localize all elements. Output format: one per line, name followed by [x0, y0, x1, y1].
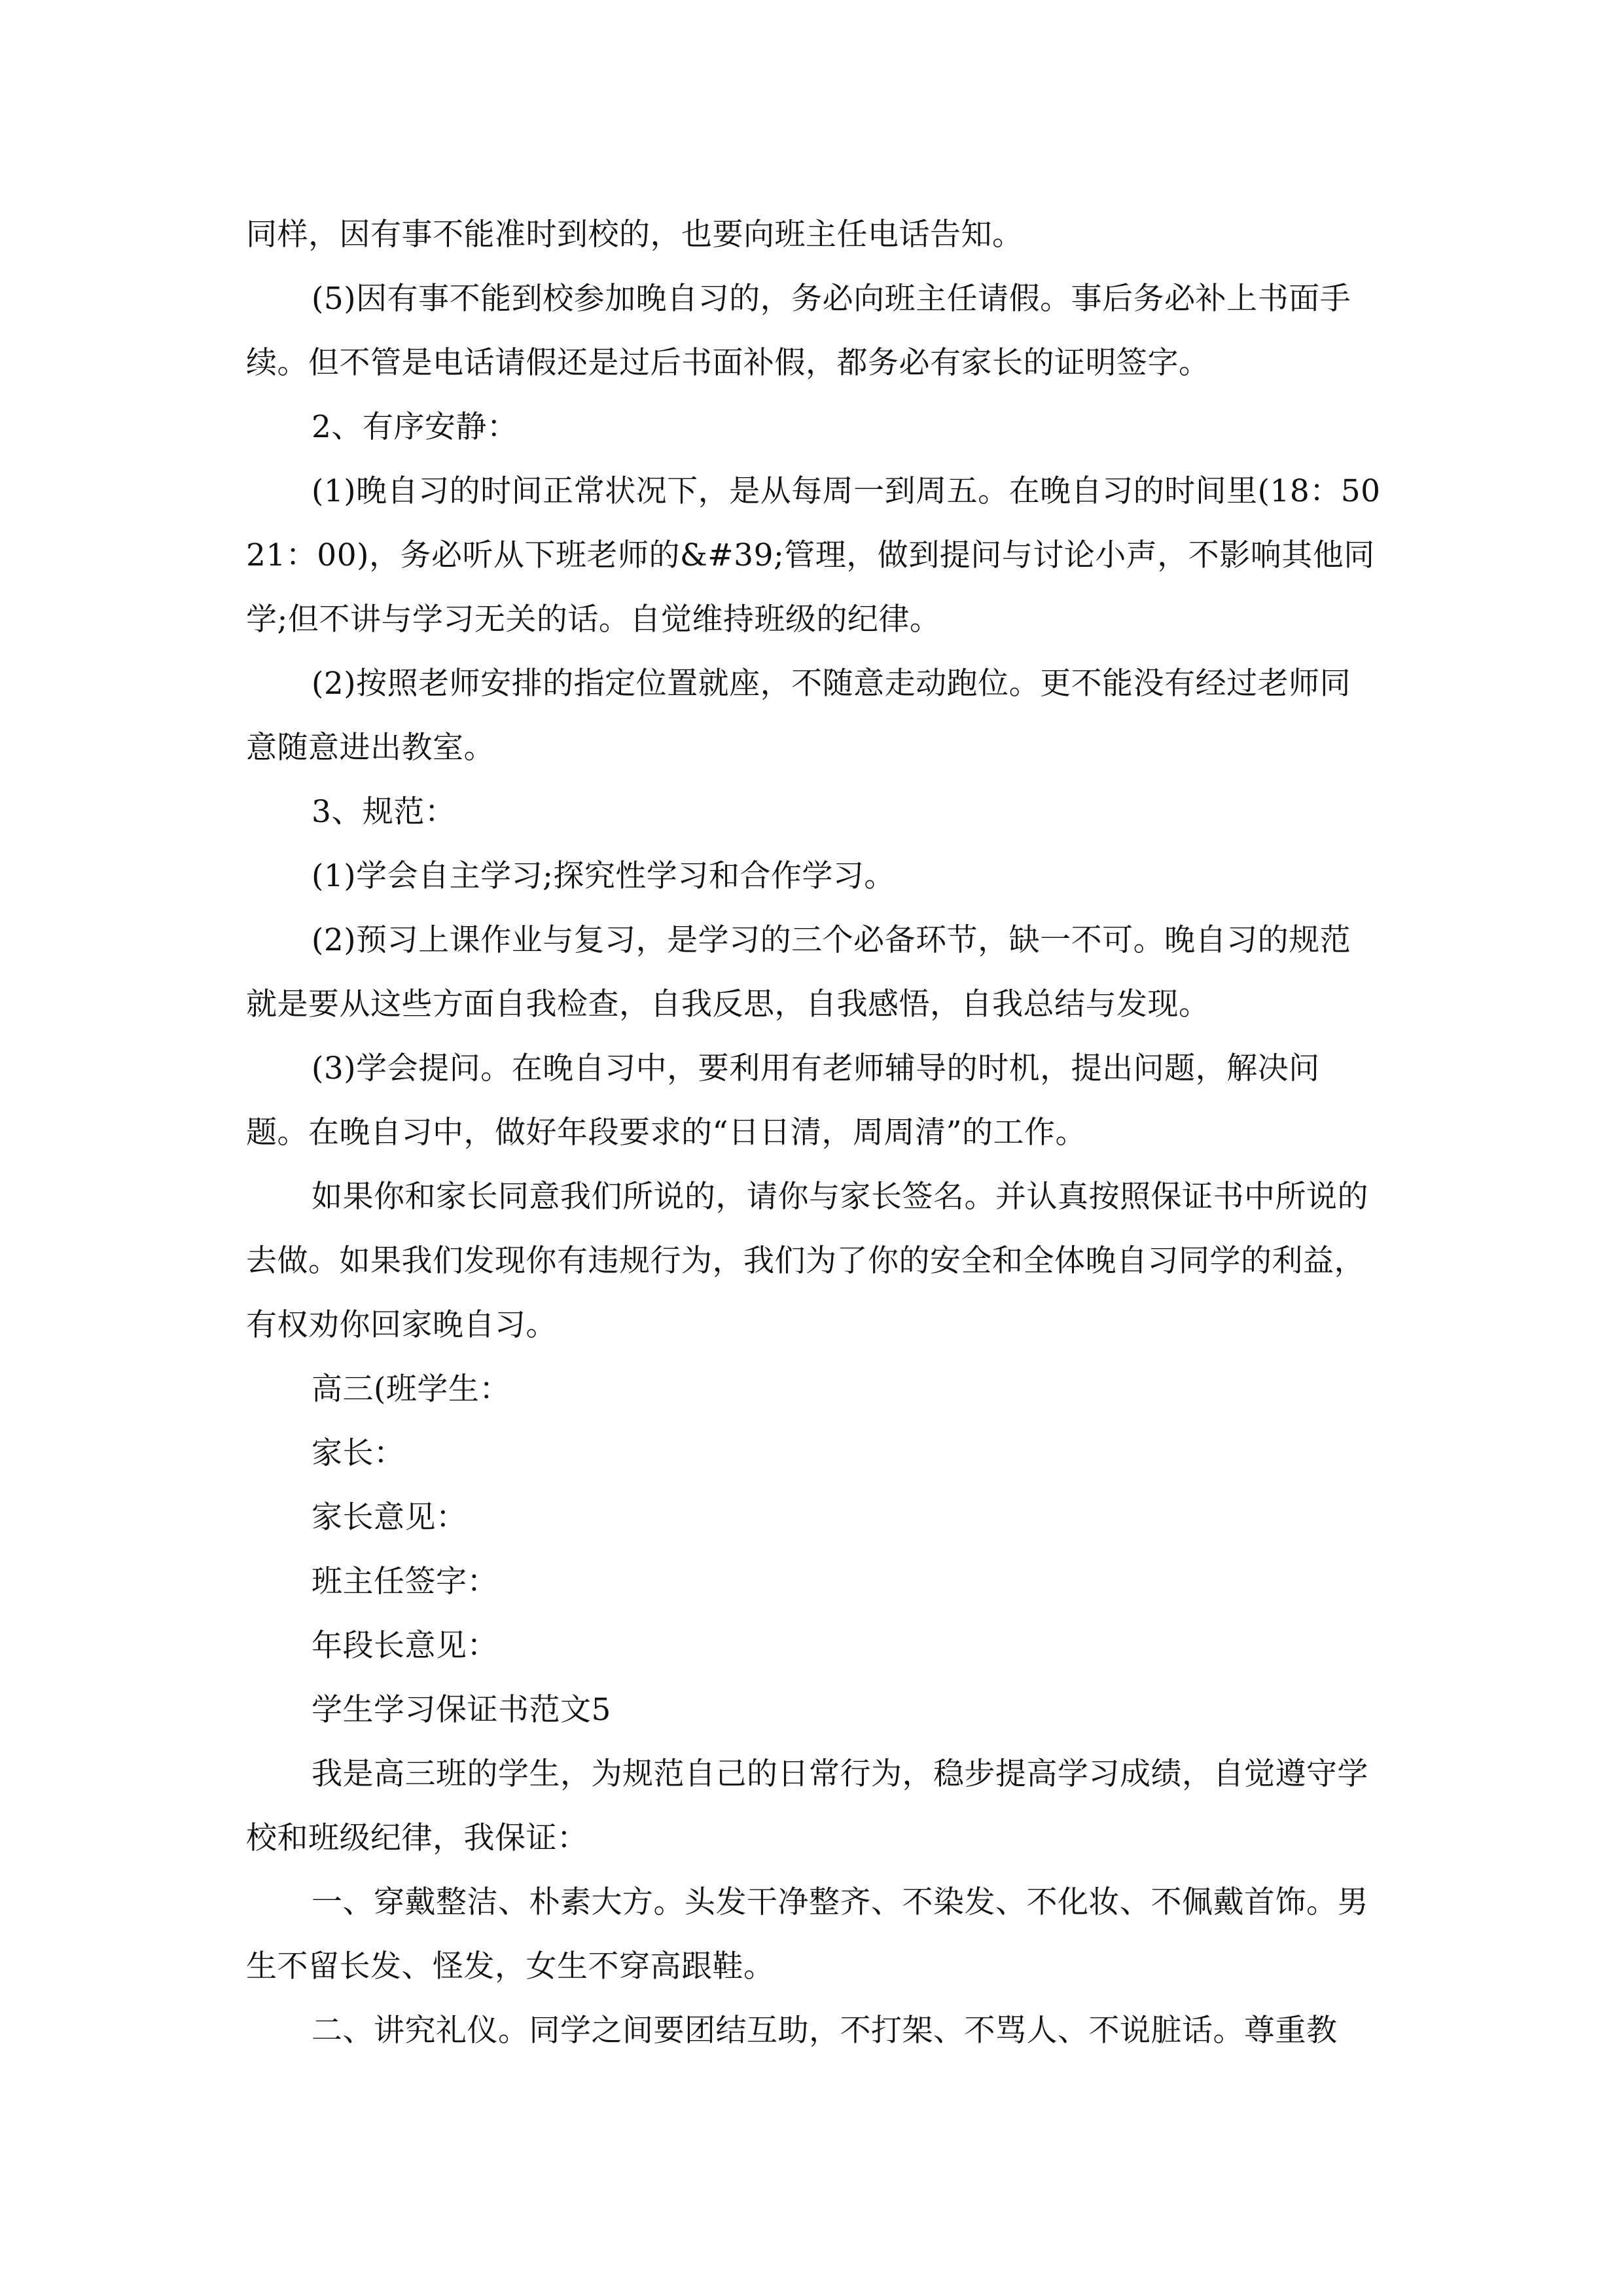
paragraph-3: (1)晚自习的时间正常状况下，是从每周一到周五。在晚自习的时间里(18：5021：00)，务必听从下班老师的&#39;管理，做到提问与讨论小声，不影响其他同学;但不讲与学习无关的话。自觉维持班级的纪律。: [246, 473, 1381, 637]
paragraph-8: 如果你和家长同意我们所说的，请你与家长签名。并认真按照保证书中所说的去做。如果我们发现你有违规行为，我们为了你的安全和全体晚自习同学的利益，有权劝你回家晚自习。: [246, 1179, 1368, 1343]
paragraph-7: (3)学会提问。在晚自习中，要利用有老师辅导的时机，提出问题，解决问题。在晚自习中，做好年段要求的“日日清，周周清”的工作。: [246, 1050, 1320, 1151]
document-body: [246, 203, 1382, 2063]
paragraph-11: 二、讲究礼仪。同学之间要团结互助，不打架、不骂人、不说脏话。尊重教: [312, 2013, 1338, 2049]
paragraph-10: 一、穿戴整洁、朴素大方。头发干净整齐、不染发、不化妆、不佩戴首饰。男生不留长发、怪发，女生不穿高跟鞋。: [246, 1884, 1368, 1984]
signature-grade-leader: 年段长意见：: [312, 1628, 498, 1664]
paragraph-6: (2)预习上课作业与复习，是学习的三个必备环节，缺一不可。晚自习的规范就是要从这些方面自我检查，自我反思，自我感悟，自我总结与发现。: [246, 922, 1351, 1022]
section-heading-2: 2、有序安静：: [312, 409, 518, 445]
signature-parent-opinion: 家长意见：: [312, 1499, 467, 1535]
paragraph-2: (5)因有事不能到校参加晚自习的，务必向班主任请假。事后务必补上书面手续。但不管是电话请假还是过后书面补假，都务必有家长的证明签字。: [246, 281, 1351, 381]
section-heading-3: 3、规范：: [312, 794, 456, 830]
paragraph-4: (2)按照老师安排的指定位置就座，不随意走动跑位。更不能没有经过老师同意随意进出教室。: [246, 666, 1351, 766]
paragraph-9: 我是高三班的学生，为规范自己的日常行为，稳步提高学习成绩，自觉遵守学校和班级纪律，我保证：: [246, 1756, 1368, 1856]
paragraph-5: (1)学会自主学习;探究性学习和合作学习。: [312, 858, 895, 894]
signature-head-teacher: 班主任签字：: [312, 1564, 498, 1600]
paragraph-1: 同样，因有事不能准时到校的，也要向班主任电话告知。: [246, 217, 1024, 253]
signature-student: 高三(班学生：: [312, 1371, 510, 1407]
section-title-5: 学生学习保证书范文5: [312, 1692, 611, 1728]
signature-parent: 家长：: [312, 1435, 405, 1471]
